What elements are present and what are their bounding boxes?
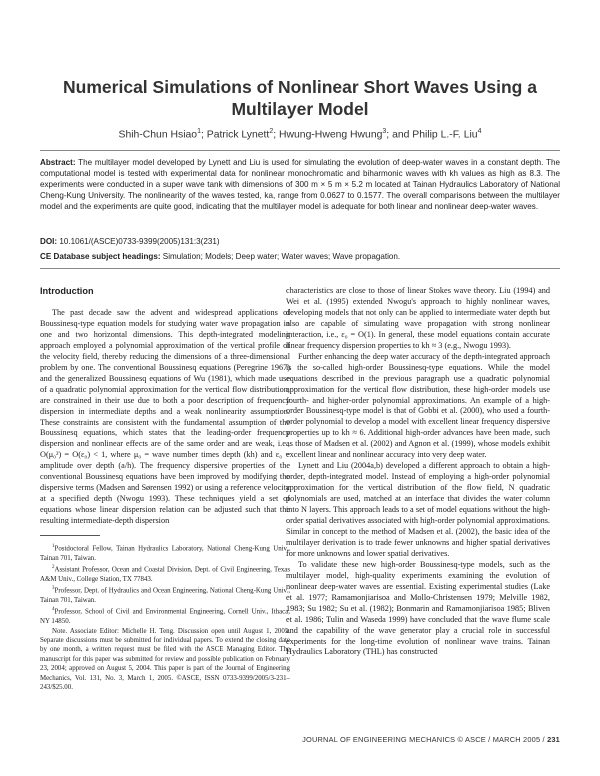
body-paragraph: Lynett and Liu (2004a,b) developed a different approach to obtain a high-order, depth-integrated model. Instead of employing a high-order polynomial approximation for the vertical distribution of the flow field, N quadratic polynomials are used, matched at an interface that divides the water column into N layers. This approach leads to a set of model equations without the high-order spatial derivatives associated with high-order polynomial approximations. Similar in concept to the method of Madsen et al. (2002), the basic idea of the multilayer derivation is to trade fewer unknowns and higher spatial derivatives for more unknowns and lower spatial derivatives. (286, 461, 550, 558)
running-footer (286, 735, 560, 744)
author-name: ; and Philip L.-F. Liu (386, 129, 478, 141)
right-column (286, 286, 550, 658)
author-affiliation-mark: 2 (269, 128, 274, 135)
author-affiliation-mark: 1 (197, 128, 201, 135)
paper-title (40, 76, 560, 120)
title-line-2: Multilayer Model (231, 99, 369, 119)
body-paragraph: To validate these new high-order Boussinesq-type models, such as the multilayer model, high-quality experiments examining the evolution of nonlinear deep-water waves are essential. Existing experimental studies (Lake et al. 1977; Ramamonjiarisoa and Mollo-Christensen 1979; Melville 1982, 1983; Su 1982; Su et al. (1982); Bonmarin and Ramamonjiarisoa 1985; Bliven et al. 1986; Tulin and Waseda 1999) have concluded that the wave flume scale and the capability of the wave generator play a crucial role in successful experiments for the long-time evolution of nonlinear wave trains. Tainan Hydraulics Laboratory (THL) has constructed (286, 559, 550, 657)
author-name: ; Patrick Lynett (200, 129, 270, 141)
author-list (40, 128, 560, 140)
abstract-label: Abstract: (40, 158, 76, 167)
journal-name: JOURNAL OF ENGINEERING MECHANICS © ASCE / MARCH 2005 / (302, 735, 545, 744)
footnote-mark: 2 (52, 565, 55, 571)
editor-note: Note. Associate Editor: Michelle H. Teng. Discussion open until August 1, 2005. Separate discussions must be submitted for individual papers. To extend the closing date by one month, a written request must be filed with the ASCE Managing Editor. The manuscript for this paper was submitted for review and possible publication on February 23, 2004; approved on August 5, 2004. This paper is part of the Journal of Engineering Mechanics, Vol. 131, No. 3, March 1, 2005. ©ASCE, ISSN 0733-9399/2005/3-231–243/$25.00. (40, 627, 290, 691)
footnote (40, 542, 290, 563)
abstract (40, 157, 560, 212)
footnote (40, 605, 290, 626)
body-paragraph: Further enhancing the deep water accuracy of the depth-integrated approach is the so-called high-order Boussinesq-type equations. While the model equations described in the previous paragraph use a quadratic polynomial approximation for the vertical flow distribution, these high-order models use fourth- and higher-order polynomial approximations. An example of a high-order Boussinesq-type model is that of Gobbi et al. (2000), who used a fourth-order polynomial to develop a model with excellent linear frequency dispersive properties up to kh ≈ 6. Additional high-order advances have been made, such as those of Madsen et al. (2002) and Agnon et al. (1999), whose models exhibit excellent linear and nonlinear accuracy into very deep water. (286, 351, 550, 460)
footnote-divider (40, 535, 100, 536)
author-name: Shih-Chun Hsiao (118, 129, 198, 141)
author-name: ; Hwung-Hweng Hwung (273, 129, 383, 141)
body-paragraph: characteristics are close to those of linear Stokes wave theory. Liu (1994) and Wei et al. (1995) extended Nwogu's approach to highly nonlinear waves, developing models that not only can be applied to intermediate water depth but also are capable of simulating wave propagation with strong nonlinear interaction, i.e., ε₀ = O(1). In general, these model equations contain accurate linear frequency dispersion properties to kh ≈ 3 (e.g., Nwogu 1993). (286, 286, 550, 350)
footnote (40, 563, 290, 584)
abstract-divider (40, 268, 560, 269)
doi-line (40, 237, 560, 246)
section-heading-introduction: Introduction (40, 286, 94, 296)
subject-headings-value: Simulation; Models; Deep water; Water waves; Wave propagation. (162, 252, 401, 261)
footnote-text: Professor, School of Civil and Environmental Engineering, Cornell Univ., Ithaca, NY 14850. (40, 608, 290, 626)
subject-headings-line (40, 252, 560, 261)
left-column (40, 286, 290, 692)
subject-headings-label: CE Database subject headings: (40, 252, 161, 261)
footnote-text: Assistant Professor, Ocean and Coastal Division, Dept. of Civil Engineering, Texas A&M Univ., College Station, TX 77843. (40, 566, 290, 583)
author-affiliation-mark: 4 (477, 128, 482, 135)
footnote-mark: 4 (52, 607, 55, 613)
footnote (40, 584, 290, 605)
header-divider (40, 150, 560, 151)
footnote-mark: 1 (52, 544, 55, 550)
body-paragraph: The past decade saw the advent and widespread applications of Boussinesq-type equation models for studying water wave propagation in one and two horizontal dimensions. This depth-integrated modeling approach employed a polynomial approximation of the vertical profile of the velocity field, thereby reducing the dimensions of a three-dimensional problem by one. The conventional Boussinesq equations (Peregrine 1967) and the generalized Boussinesq equations of Wu (1981), which made use of a quadratic polynomial approximation for the vertical flow distribution, are constrained in their use due to both a poor description of frequency dispersion in intermediate depths and a weak nonlinearity assumption. These constraints are consistent with the fundamental assumption of the Boussinesq equations, which states that the leading-order frequency dispersion and nonlinear effects are of the same order and are weak, i.e., O(μ₀²) = O(ε₀) < 1, where μ₀ = wave number times depth (kh) and ε₀ = amplitude over depth (a/h). The frequency dispersive properties of the conventional Boussinesq equations have been improved by modifying the dispersive terms (Madsen and Sørensen 1992) or using a reference velocity at a specified depth (Nwogu 1993). These techniques yield a set of equations whose linear dispersion relation can be adjusted such that the resulting intermediate-depth dispersion (40, 308, 290, 526)
author-affiliation-mark: 3 (382, 128, 387, 135)
doi-value[interactable]: 10.1061/(ASCE)0733-9399(2005)131:3(231) (59, 237, 220, 246)
footnote-text: Postdoctoral Fellow, Tainan Hydraulics Laboratory, National Cheng-Kung Univ., Tainan 701, Taiwan. (40, 545, 290, 562)
abstract-text: The multilayer model developed by Lynett and Liu is used for simulating the evolution of deep-water waves in a constant depth. The computational model is tested with experimental data for nonlinear monochromatic and biharmonic waves with kh values as high as 8.3. The experiments were conducted in a super wave tank with dimensions of 300 m × 5 m × 5.2 m located at Tainan Hydraulics Laboratory of National Cheng-Kung University. The nonlinearity of the waves tested, ka, range from 0.0627 to 0.1577. The overall comparisons between the multilayer model and the experiments are quite good, indicating that the multilayer model is adequate for both linear and nonlinear deep-water waves. (40, 158, 560, 212)
page-number: 231 (547, 735, 560, 744)
title-line-1: Numerical Simulations of Nonlinear Short Waves Using a (63, 77, 537, 97)
doi-label: DOI: (40, 237, 58, 246)
footnote-mark: 3 (52, 586, 55, 592)
footnote-text: Professor, Dept. of Hydraulics and Ocean Engineering, National Cheng-Kung Univ., Tainan 701, Taiwan. (40, 587, 290, 604)
